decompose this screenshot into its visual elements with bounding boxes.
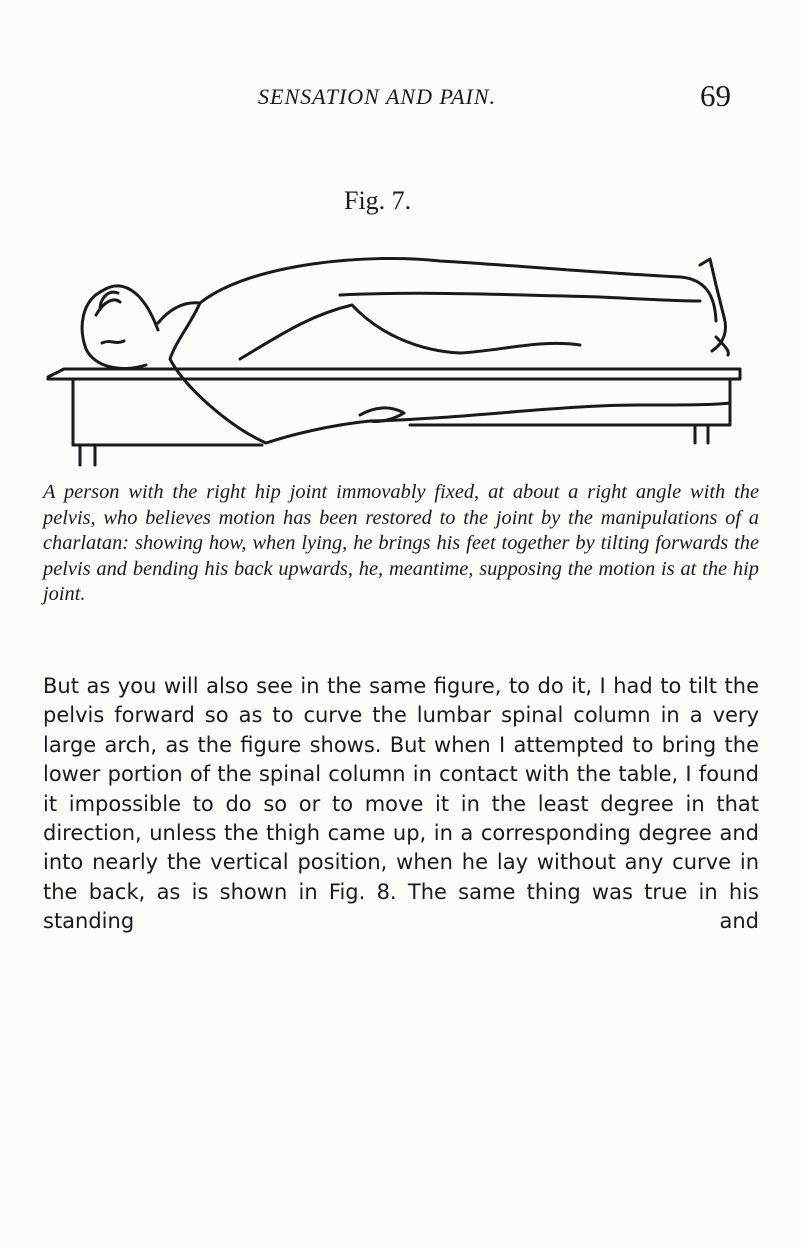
body-paragraph: But as you will also see in the same figure, to do it, I had to tilt the pelvis forward so as to curve the lumbar spinal column in a very large arch, as the figure shows. But when I attempted to bring the lower portion of the spinal column in contact with the table, I found it impossible to do so or to move it in the least degree in that direction, unless the thigh came up, in a corresponding degree and into nearly the vertical position, when he lay without any curve in the back, as is shown in Fig. 8. The same thing was true in his standing and — [43, 674, 759, 934]
table-edge-right — [410, 379, 730, 425]
figure-illustration — [40, 255, 760, 487]
arm — [170, 303, 370, 443]
table-leg-right — [695, 425, 708, 443]
face — [102, 341, 124, 343]
legs — [370, 403, 730, 421]
figure-caption: A person with the right hip joint immovably fixed, at about a right angle with the pelvis, who believes motion has been restored to the joint by the manipulations of a charlatan: showing how, when lying, he brings his feet together by tilting forwards the pelvis and bending his back upwards, he, meantime, supposing the motion is at the hip joint. — [43, 481, 759, 606]
running-title: SENSATION AND PAIN. — [258, 84, 497, 109]
head — [82, 286, 158, 369]
hair — [96, 292, 120, 315]
page-number: 69 — [700, 78, 731, 113]
table-edge — [73, 379, 262, 445]
back-arch — [200, 258, 716, 321]
running-head — [0, 78, 801, 122]
figure-label: Fig. 7. — [344, 186, 412, 215]
upper-leg-line — [340, 293, 700, 301]
pelvis — [240, 305, 580, 359]
table-top — [48, 369, 740, 379]
table-leg-left — [80, 445, 95, 465]
